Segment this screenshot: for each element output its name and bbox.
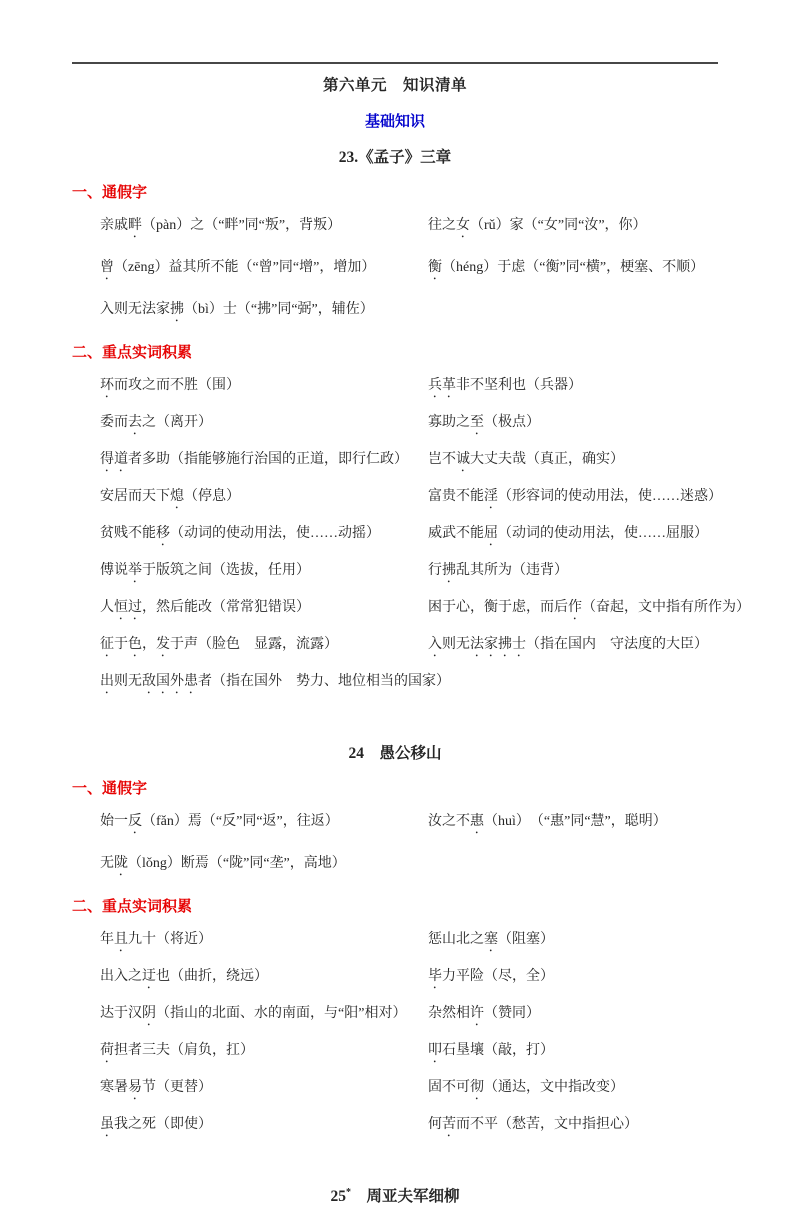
entry-right: 寡助之至（极点） — [428, 415, 540, 430]
entry-right: 固不可彻（通达，文中指改变） — [428, 1080, 624, 1095]
emphasized-char: 去 — [128, 415, 142, 430]
emphasized-char: 叩 — [428, 1043, 442, 1058]
entry-left: 曾（zēng）益其所不能（“曾”同“增”，增加） — [100, 260, 376, 275]
emphasized-char: 熄 — [170, 489, 184, 504]
emphasized-char: 畔 — [128, 218, 142, 233]
entry-row — [100, 929, 718, 955]
emphasized-char: 诚 — [456, 452, 470, 467]
entry-right: 困于心，衡于虑，而后作（奋起，文中指有所作为） — [428, 600, 750, 615]
entry-right: 杂然相许（赞同） — [428, 1006, 540, 1021]
entry-right: 岂不诚大丈夫哉（真正，确实） — [428, 452, 624, 467]
emphasized-char: 虽 — [100, 1117, 114, 1132]
section-name: 《孟子》三章 — [358, 149, 452, 166]
entry-left: 入则无法家拂（bì）士（“拂”同“弼”，辅佐） — [100, 302, 374, 317]
section-23 — [72, 145, 750, 697]
entry-row — [100, 257, 718, 283]
entry-row — [100, 853, 718, 879]
entry-row — [100, 597, 750, 623]
emphasized-char: 彻 — [470, 1080, 484, 1095]
emphasized-char: 兵 — [428, 378, 442, 393]
emphasized-char: 陇 — [114, 856, 128, 871]
section-number: 24 — [348, 745, 364, 762]
entry-row — [100, 412, 718, 438]
entry-row — [100, 1003, 718, 1029]
entry-row — [100, 1077, 718, 1103]
emphasized-char: 移 — [156, 526, 170, 541]
emphasized-char: 毕 — [428, 969, 442, 984]
emphasized-char: 道 — [114, 452, 128, 467]
entry-row — [100, 486, 722, 512]
entry-rows — [72, 215, 718, 325]
entry-right: 何苦而不平（愁苦，文中指担心） — [428, 1117, 638, 1132]
entry-row — [100, 811, 718, 837]
entry-left: 出入之迂也（曲折，绕远） — [100, 969, 268, 984]
emphasized-char: 拂 — [442, 563, 456, 578]
section-name: 周亚夫军细柳 — [350, 1188, 460, 1205]
entry-rows — [72, 929, 718, 1140]
emphasized-char: 拂 — [498, 637, 512, 652]
entry-left: 虽我之死（即使） — [100, 1117, 212, 1132]
entry-right: 惩山北之塞（阻塞） — [428, 932, 554, 947]
emphasized-char: 阴 — [142, 1006, 156, 1021]
entry-row — [100, 375, 718, 401]
emphasized-char: 作 — [568, 600, 582, 615]
entry-row — [100, 671, 718, 697]
emphasized-char: 曾 — [100, 260, 114, 275]
top-rule — [72, 62, 718, 64]
emphasized-char: 且 — [114, 932, 128, 947]
emphasized-char: 征 — [100, 637, 114, 652]
emphasized-char: 外 — [170, 674, 184, 689]
emphasized-char: 至 — [470, 415, 484, 430]
entry-left: 始一反（fǎn）焉（“反”同“返”，往返） — [100, 814, 339, 829]
entry-right: 衡（héng）于虑（“衡”同“横”，梗塞、不顺） — [428, 260, 705, 275]
entry-row — [100, 1040, 718, 1066]
section-title — [72, 741, 718, 763]
entry-right: 叩石垦壤（敲，打） — [428, 1043, 554, 1058]
entry-left: 委而去之（离开） — [100, 415, 212, 430]
entry-right: 行拂乱其所为（违背） — [428, 563, 568, 578]
emphasized-char: 拂 — [170, 302, 184, 317]
section-number: 25 — [330, 1188, 346, 1205]
emphasized-char: 苦 — [442, 1117, 456, 1132]
entry-left: 人恒过，然后能改（常常犯错误） — [100, 600, 310, 615]
emphasized-char: 屈 — [484, 526, 498, 541]
block-heading: 一、通假字 — [72, 781, 148, 797]
entry-row — [100, 966, 718, 992]
entry-left: 出则无敌国外患者（指在国外 势力、地位相当的国家） — [100, 674, 450, 689]
entry-rows — [72, 375, 750, 697]
section-number-asterisk: * — [345, 1186, 351, 1198]
section-24 — [72, 741, 718, 1140]
entry-right: 汝之不惠（huì） （“惠”同“慧”，聪明） — [428, 814, 667, 829]
entry-right: 往之女（rǔ）家（“女”同“汝”，你） — [428, 218, 647, 233]
entry-left: 无陇（lǒng）断焉（“陇”同“垄”，高地） — [100, 856, 346, 871]
subtitle-basic-knowledge: 基础知识 — [364, 114, 425, 130]
entry-left: 达于汉阴（指山的北面、水的南面，与“阳”相对） — [100, 1006, 407, 1021]
emphasized-char: 国 — [156, 674, 170, 689]
entry-left: 傅说举于版筑之间（选拔，任用） — [100, 563, 310, 578]
emphasized-char: 患 — [184, 674, 198, 689]
emphasized-char: 淫 — [484, 489, 498, 504]
emphasized-char: 环 — [100, 378, 114, 393]
emphasized-char: 革 — [442, 378, 456, 393]
emphasized-char: 敌 — [142, 674, 156, 689]
entry-left: 安居而天下熄（停息） — [100, 489, 240, 504]
entry-left: 得道者多助（指能够施行治国的正道，即行仁政） — [100, 452, 408, 467]
emphasized-char: 得 — [100, 452, 114, 467]
emphasized-char: 出 — [100, 674, 114, 689]
section-25 — [72, 1184, 718, 1206]
emphasized-char: 家 — [484, 637, 498, 652]
entry-right: 富贵不能淫（形容词的使动用法，使……迷惑） — [428, 489, 722, 504]
entry-left: 荷担者三夫（肩负，扛） — [100, 1043, 254, 1058]
entry-left: 征于色，发于声（脸色 显露，流露） — [100, 637, 338, 652]
emphasized-char: 易 — [128, 1080, 142, 1095]
entry-row — [100, 634, 718, 660]
emphasized-char: 过 — [128, 600, 142, 615]
entry-right: 兵革非不坚利也（兵器） — [428, 378, 582, 393]
emphasized-char: 迂 — [142, 969, 156, 984]
entry-row — [100, 299, 718, 325]
emphasized-char: 法 — [470, 637, 484, 652]
entry-rows — [72, 811, 718, 879]
unit-title: 第六单元 知识清单 — [322, 77, 467, 94]
emphasized-char: 女 — [456, 218, 470, 233]
entry-row — [100, 523, 718, 549]
sections-container — [72, 145, 750, 1206]
entry-right: 入则无法家拂士（指在国内 守法度的大臣） — [428, 637, 708, 652]
entry-row — [100, 215, 718, 241]
entry-left: 年且九十（将近） — [100, 932, 212, 947]
section-name: 愚公移山 — [363, 745, 442, 762]
emphasized-char: 衡 — [428, 260, 442, 275]
entry-right: 毕力平险（尽，全） — [428, 969, 554, 984]
emphasized-char: 举 — [128, 563, 142, 578]
emphasized-char: 恒 — [114, 600, 128, 615]
entry-left: 亲戚畔（pàn）之（“畔”同“叛”，背叛） — [100, 218, 342, 233]
block-heading: 二、重点实词积累 — [72, 899, 193, 915]
section-title — [72, 145, 718, 167]
entry-row — [100, 449, 718, 475]
emphasized-char: 色 — [128, 637, 142, 652]
emphasized-char: 发 — [156, 637, 170, 652]
entry-left: 贫贱不能移（动词的使动用法，使……动摇） — [100, 526, 380, 541]
entry-row — [100, 1114, 718, 1140]
entry-left: 环而攻之而不胜（围） — [100, 378, 240, 393]
emphasized-char: 荷 — [100, 1043, 114, 1058]
section-number: 23. — [338, 149, 359, 166]
emphasized-char: 惠 — [470, 814, 484, 829]
block-heading: 二、重点实词积累 — [72, 345, 193, 361]
emphasized-char: 塞 — [484, 932, 498, 947]
entry-right: 威武不能屈（动词的使动用法，使……屈服） — [428, 526, 708, 541]
emphasized-char: 士 — [512, 637, 526, 652]
entry-left: 寒暑易节（更替） — [100, 1080, 212, 1095]
entry-row — [100, 560, 718, 586]
section-title — [72, 1184, 718, 1206]
emphasized-char: 反 — [128, 814, 142, 829]
emphasized-char: 入 — [428, 637, 442, 652]
block-heading: 一、通假字 — [72, 185, 148, 201]
emphasized-char: 许 — [470, 1006, 484, 1021]
